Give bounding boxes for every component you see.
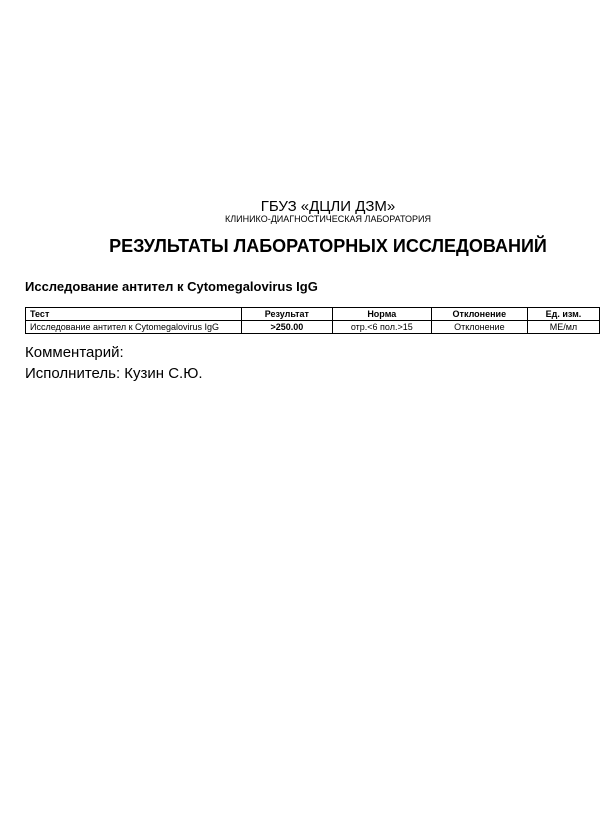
cell-result: >250.00 bbox=[241, 321, 332, 334]
column-header-unit: Ед. изм. bbox=[527, 308, 599, 321]
document-title: РЕЗУЛЬТАТЫ ЛАБОРАТОРНЫХ ИССЛЕДОВАНИЙ bbox=[109, 236, 547, 256]
table-header-row bbox=[26, 308, 600, 321]
table-row bbox=[26, 321, 600, 334]
column-header-result: Результат bbox=[241, 308, 332, 321]
section-title: Исследование антител к Cytomegalovirus IgG bbox=[25, 279, 318, 294]
comment-label: Комментарий: bbox=[25, 344, 124, 361]
cell-norm: отр.<6 пол.>15 bbox=[332, 321, 431, 334]
cell-deviation: Отклонение bbox=[431, 321, 527, 334]
laboratory-name: КЛИНИКО-ДИАГНОСТИЧЕСКАЯ ЛАБОРАТОРИЯ bbox=[224, 214, 432, 224]
column-header-deviation: Отклонение bbox=[431, 308, 527, 321]
executor-line: Исполнитель: Кузин С.Ю. bbox=[25, 365, 203, 382]
column-header-norm: Норма bbox=[332, 308, 431, 321]
cell-test-name: Исследование антител к Cytomegalovirus IgG bbox=[26, 321, 242, 334]
column-header-test: Тест bbox=[26, 308, 242, 321]
organization-name: ГБУЗ «ДЦЛИ ДЗМ» bbox=[260, 198, 396, 215]
results-table bbox=[25, 307, 600, 334]
cell-unit: МЕ/мл bbox=[527, 321, 599, 334]
